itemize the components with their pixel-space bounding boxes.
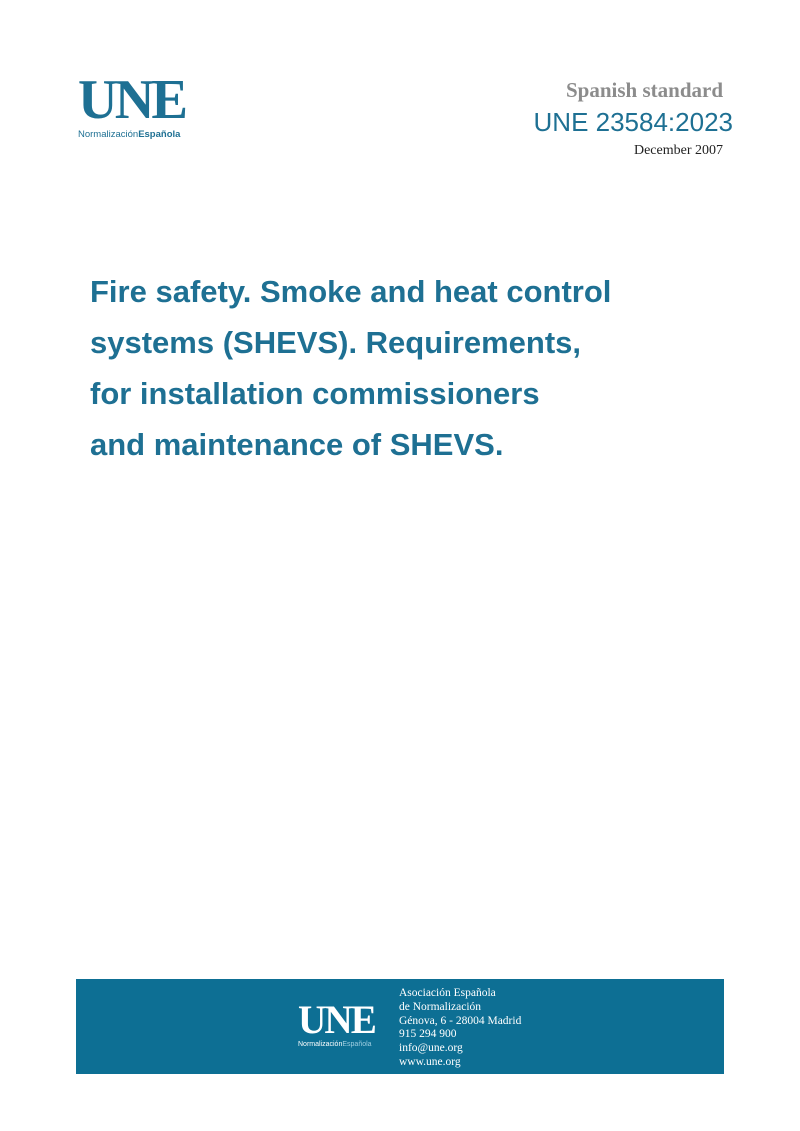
footer-address: Génova, 6 - 28004 Madrid [399, 1014, 522, 1027]
footer-une-logo-tagline [298, 1041, 388, 1048]
une-logo [78, 69, 208, 146]
document-title [90, 266, 710, 470]
footer-website: www.une.org [399, 1055, 461, 1068]
footer-email: info@une.org [399, 1042, 463, 1055]
footer-une-logo [298, 997, 388, 1048]
une-logo-tagline-part1: Normalización [78, 129, 139, 140]
document-title-line: Fire safety. Smoke and heat control [90, 274, 612, 309]
document-title-line: for installation commissioners [90, 376, 540, 411]
standard-date: December 2007 [633, 143, 723, 158]
une-logo-wordmark: UNE [78, 69, 186, 131]
footer-band [76, 979, 724, 1074]
footer-logo-tagline-part2: Española [342, 1041, 372, 1048]
footer-contact-info [399, 987, 521, 1070]
standard-code: UNE 23584:2023 [533, 107, 733, 137]
footer-logo-tagline-part1: Normalización [298, 1041, 343, 1048]
footer-org-name-line1: Asociación Española [399, 987, 496, 999]
standard-kind: Spanish standard [566, 78, 723, 102]
une-logo-tagline-part2: Española [138, 129, 181, 140]
footer-org-name-line2: de Normalización [399, 1000, 482, 1013]
footer-une-logo-wordmark: UNE [298, 997, 375, 1042]
document-title-line: and maintenance of SHEVS. [90, 427, 504, 462]
document-title-line: systems (SHEVS). Requirements, [90, 325, 582, 360]
footer-phone: 915 294 900 [399, 1028, 457, 1041]
